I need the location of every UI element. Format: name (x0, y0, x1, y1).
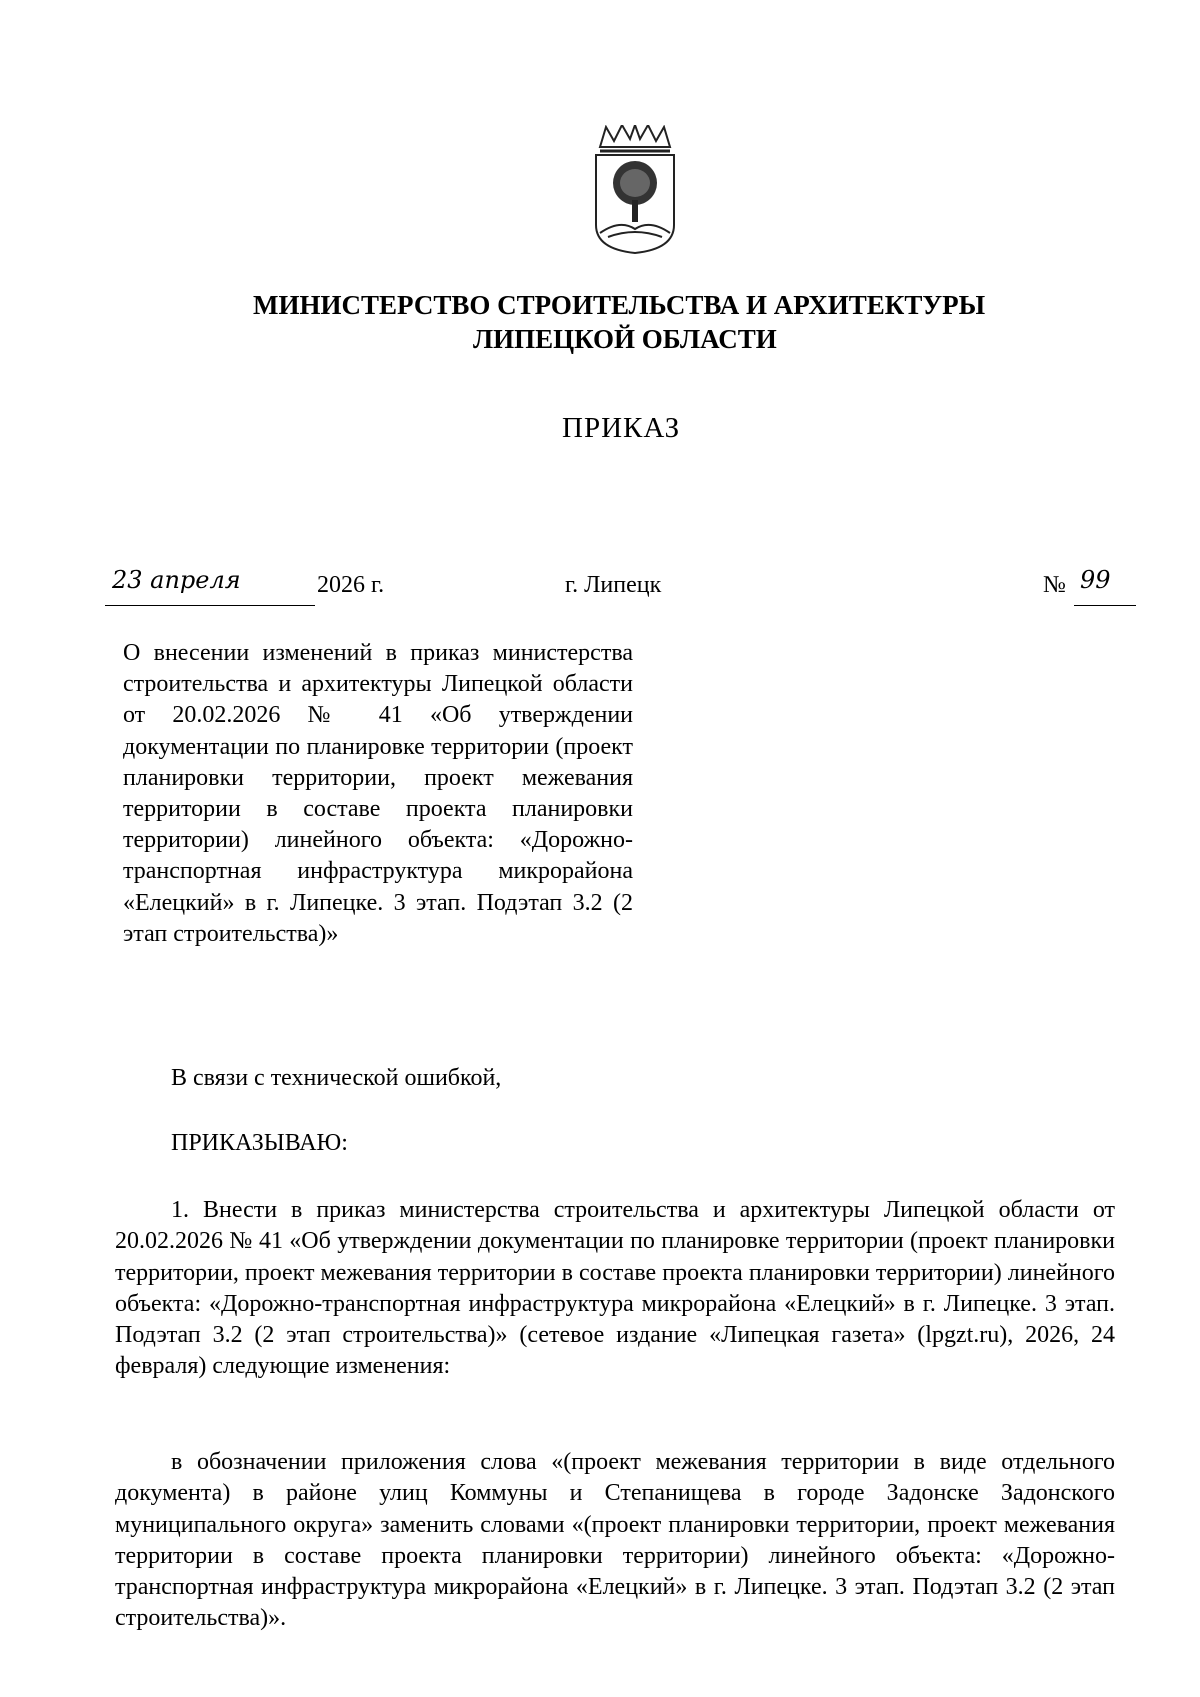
handwritten-date-text: 23 апреля (112, 566, 241, 594)
order-subject: О внесении изменений в приказ министерства строительства и архитектуры Липецкой области от 20.02.2026 № 41 «Об утверждении документации по планировке территории (проект планировки территории, проект межевания территории в составе проекта планировки территории) линейного объекта: «Дорожно-транспортная инфраструктура микрорайона «Елецкий» в г. Липецке. 3 этап. Подэтап 3.2 (2 этап строительства)» (123, 640, 633, 947)
number-underline (1074, 605, 1136, 606)
reason-text: В связи с технической ошибкой, (171, 1065, 502, 1091)
date-underline (105, 605, 315, 606)
item-1-change: в обозначении приложения слова «(проект межевания территории в виде отдельного документа) в районе улиц Коммуны и Степанищева в городе Задонске Задонского муниципального округа» заменить словами «(проект планировки территории, проект межевания территории в составе проекта планировки территории) линейного объекта: «Дорожно-транспортная инфраструктура микрорайона «Елецкий» в г. Липецке. 3 этап. Подэтап 3.2 (2 этап строительства)». (115, 1449, 1115, 1632)
ministry-title-line1: МИНИСТЕРСТВО СТРОИТЕЛЬСТВА И АРХИТЕКТУРЫ (253, 290, 986, 320)
item-1: 1. Внести в приказ министерства строительства и архитектуры Липецкой области от 20.02.2026 № 41 «Об утверждении документации по планировке территории (проект планировки территории, проект межевания территории в составе проекта планировки территории) линейного объекта: «Дорожно-транспортная инфраструктура микрорайона «Елецкий» в г. Липецке. 3 этап. Подэтап 3.2 (2 этап строительства)» (сетевое издание «Липецкая газета» (lpgzt.ru), 2026, 24 февраля) следующие изменения: (115, 1197, 1115, 1380)
coat-of-arms-icon (590, 125, 680, 255)
number-label: № (1043, 572, 1066, 598)
document-type: ПРИКАЗ (562, 412, 681, 444)
handwritten-date (112, 566, 287, 595)
ministry-title-line2: ЛИПЕЦКОЙ ОБЛАСТИ (473, 324, 777, 354)
handwritten-number-text: 99 (1080, 566, 1111, 594)
city: г. Липецк (565, 572, 662, 598)
order-word: ПРИКАЗЫВАЮ: (171, 1130, 348, 1156)
year: 2026 г. (317, 572, 385, 598)
handwritten-number (1080, 566, 1111, 595)
